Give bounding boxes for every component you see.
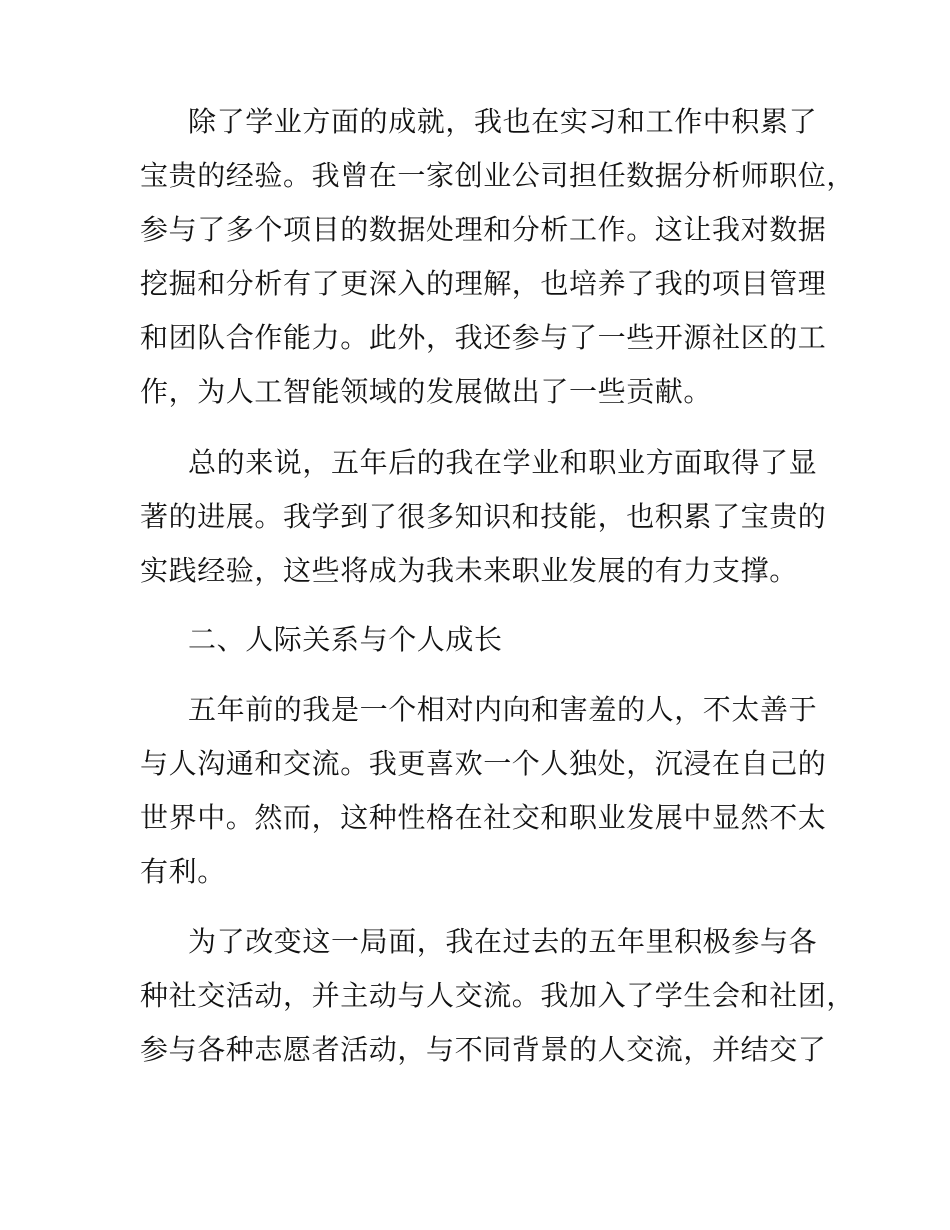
paragraph-3-line-4: 有利。 bbox=[140, 855, 226, 888]
paragraph-1-line-5: 和团队合作能力。此外，我还参与了一些开源社区的工 bbox=[140, 321, 827, 354]
paragraph-1-line-3: 参与了多个项目的数据处理和分析工作。这让我对数据 bbox=[140, 213, 827, 246]
paragraph-2-line-3: 实践经验，这些将成为我未来职业发展的有力支撑。 bbox=[140, 554, 798, 587]
paragraph-2-line-2: 著的进展。我学到了很多知识和技能，也积累了宝贵的 bbox=[140, 500, 827, 533]
paragraph-4-line-3: 参与各种志愿者活动，与不同背景的人交流，并结交了 bbox=[140, 1033, 827, 1066]
paragraph-2-line-1: 总的来说，五年后的我在学业和职业方面取得了显 bbox=[188, 446, 818, 479]
paragraph-1-line-2: 宝贵的经验。我曾在一家创业公司担任数据分析师职位， bbox=[140, 159, 856, 192]
paragraph-3-line-3: 世界中。然而，这种性格在社交和职业发展中显然不太 bbox=[140, 801, 827, 834]
section-heading: 二、人际关系与个人成长 bbox=[188, 623, 503, 656]
paragraph-1-line-1: 除了学业方面的成就，我也在实习和工作中积累了 bbox=[188, 105, 818, 138]
paragraph-1-line-4: 挖掘和分析有了更深入的理解，也培养了我的项目管理 bbox=[140, 267, 827, 300]
paragraph-4-line-1: 为了改变这一局面，我在过去的五年里积极参与各 bbox=[188, 925, 818, 958]
paragraph-3-line-2: 与人沟通和交流。我更喜欢一个人独处，沉浸在自己的 bbox=[140, 747, 827, 780]
paragraph-3-line-1: 五年前的我是一个相对内向和害羞的人，不太善于 bbox=[188, 693, 818, 726]
paragraph-4-line-2: 种社交活动，并主动与人交流。我加入了学生会和社团， bbox=[140, 979, 856, 1012]
paragraph-1-line-6: 作，为人工智能领域的发展做出了一些贡献。 bbox=[140, 375, 713, 408]
